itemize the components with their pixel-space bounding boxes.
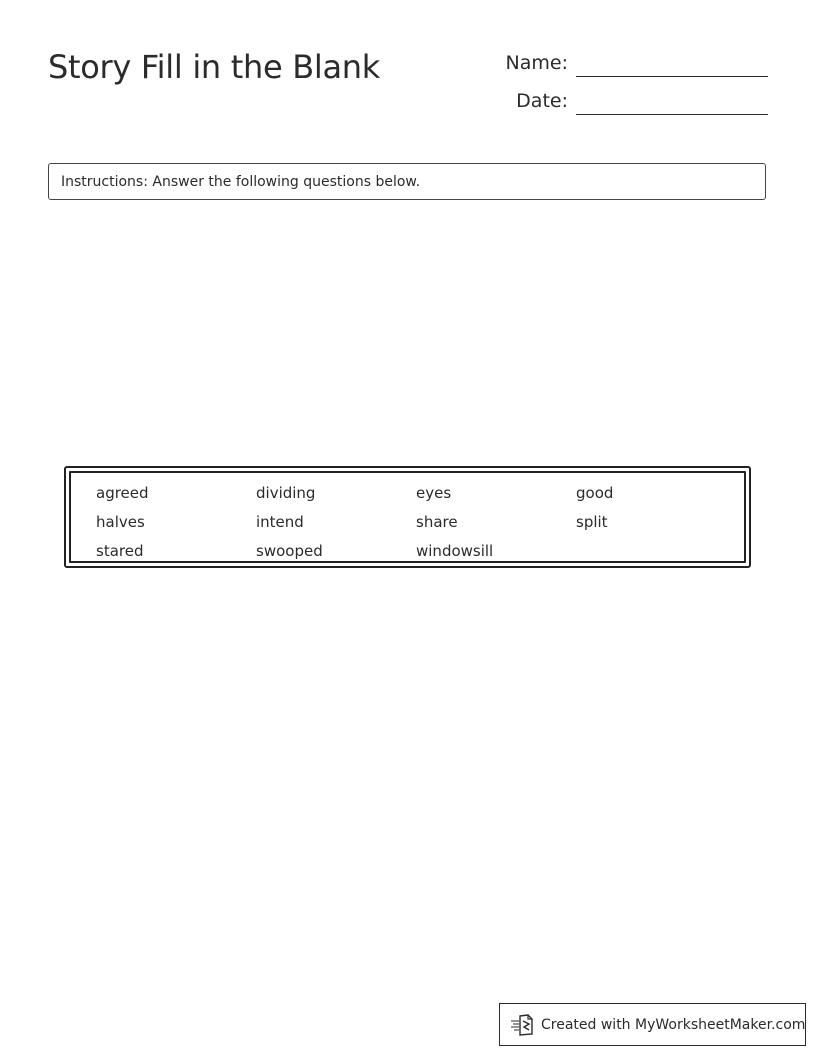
footer-badge[interactable] bbox=[499, 1003, 806, 1046]
word-bank-word: windowsill bbox=[416, 542, 494, 560]
name-blank-line bbox=[576, 76, 768, 77]
word-bank-word: swooped bbox=[256, 542, 323, 560]
word-bank-word: dividing bbox=[256, 484, 316, 502]
word-bank-word: stared bbox=[96, 542, 144, 560]
word-bank-word: halves bbox=[96, 513, 145, 531]
name-field bbox=[448, 48, 768, 78]
word-bank-word: agreed bbox=[96, 484, 149, 502]
name-label: Name: bbox=[505, 52, 568, 74]
word-bank-word: share bbox=[416, 513, 458, 531]
word-bank bbox=[64, 466, 751, 568]
word-bank-inner bbox=[69, 471, 746, 563]
date-blank-line bbox=[576, 114, 768, 115]
word-bank-word: split bbox=[576, 513, 608, 531]
date-label: Date: bbox=[516, 90, 568, 112]
instructions-box: Instructions: Answer the following questions below. bbox=[48, 163, 766, 200]
date-field bbox=[448, 86, 768, 116]
worksheet-title: Story Fill in the Blank bbox=[48, 48, 381, 86]
word-bank-word: good bbox=[576, 484, 614, 502]
word-bank-word: intend bbox=[256, 513, 304, 531]
worksheet-maker-logo-icon bbox=[510, 1013, 536, 1037]
word-bank-word: eyes bbox=[416, 484, 452, 502]
footer-text[interactable]: Created with MyWorksheetMaker.com bbox=[541, 1016, 806, 1033]
